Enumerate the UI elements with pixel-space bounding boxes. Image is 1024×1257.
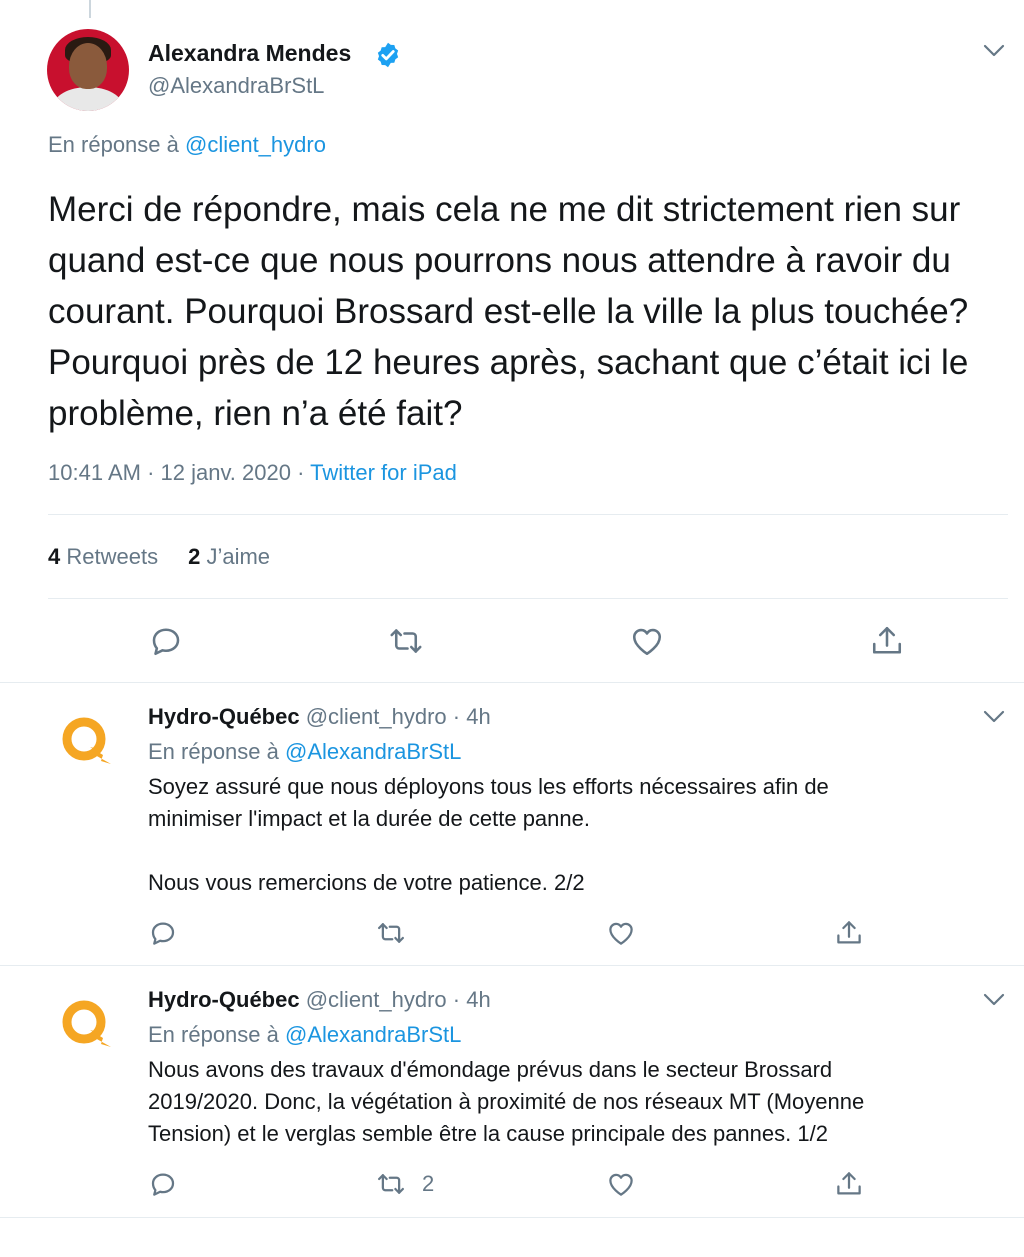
avatar[interactable] (50, 703, 126, 779)
avatar[interactable] (47, 29, 129, 111)
retweet-icon (388, 623, 424, 659)
chevron-down-icon[interactable] (983, 710, 1005, 724)
like-button[interactable] (606, 918, 636, 948)
tweet-meta (48, 460, 457, 486)
author-handle[interactable]: @AlexandraBrStL (148, 73, 325, 98)
reply-mention-link[interactable]: @AlexandraBrStL (284, 739, 462, 764)
reply-button[interactable] (148, 623, 184, 659)
reply-context (148, 739, 461, 765)
divider (48, 514, 1008, 515)
share-button[interactable] (834, 918, 864, 948)
retweet-button[interactable] (376, 1169, 406, 1199)
author-name[interactable]: Alexandra Mendes (148, 40, 352, 66)
reply-prefix: En réponse à (148, 1022, 285, 1047)
reply-context (48, 132, 326, 158)
verified-badge-icon (374, 41, 402, 69)
divider (48, 598, 1008, 599)
reply-mention-link[interactable]: @client_hydro (184, 132, 326, 157)
reply-tweet[interactable] (0, 683, 1024, 965)
chevron-down-icon[interactable] (983, 44, 1005, 58)
reply-prefix: En réponse à (48, 132, 185, 157)
reply-icon (148, 623, 184, 659)
tweet-text: Merci de répondre, mais cela ne me dit strictement rien sur quand est-ce que nous pourrons nous attendre à ravoir du courant. Pourquoi Brossard est-elle la ville la plus touchée? Pourquoi près de 12 heures après, sachant que c’était ici le problème, rien n’a été fait? (48, 190, 969, 433)
reply-handle-time: @client_hydro · 4h (299, 704, 491, 729)
reply-author[interactable] (148, 704, 491, 730)
reply-text-line: Soyez assuré que nous déployons tous les efforts nécessaires afin de (148, 774, 829, 799)
like-count: 2 (188, 544, 201, 569)
retweet-icon (376, 1169, 406, 1199)
reply-author[interactable] (148, 987, 491, 1013)
chevron-down-icon[interactable] (983, 993, 1005, 1007)
reply-icon (148, 1169, 178, 1199)
retweet-count: 2 (422, 1171, 435, 1196)
reply-handle-time: @client_hydro · 4h (299, 987, 491, 1012)
share-button[interactable] (869, 623, 905, 659)
retweets-stat[interactable] (48, 544, 158, 569)
reply-button[interactable] (148, 1169, 178, 1199)
like-icon (606, 1169, 636, 1199)
avatar-shoulders (53, 87, 123, 111)
reply-text-line: Nous avons des travaux d'émondage prévus dans le secteur Brossard (148, 1057, 833, 1082)
reply-context (148, 1022, 461, 1048)
retweet-button[interactable] (388, 623, 424, 659)
separator (0, 1217, 1024, 1218)
reply-prefix: En réponse à (148, 739, 285, 764)
timestamp[interactable]: 10:41 AM · 12 janv. 2020 · (48, 460, 311, 485)
reply-icon (148, 918, 178, 948)
hydro-quebec-logo-icon (50, 986, 126, 1062)
reply-text-line: 2019/2020. Donc, la végétation à proximité de nos réseaux MT (Moyenne (148, 1089, 865, 1114)
reply-text (148, 771, 948, 899)
share-icon (834, 918, 864, 948)
retweet-icon (376, 918, 406, 948)
reply-tweet[interactable] (0, 966, 1024, 1217)
tweet-stats (48, 544, 270, 570)
avatar-face (69, 43, 107, 89)
retweet-button[interactable] (376, 918, 406, 948)
reply-text-line: minimiser l'impact et la durée de cette panne. (148, 806, 590, 831)
reply-author-name: Hydro-Québec (148, 704, 300, 729)
likes-stat[interactable] (188, 544, 270, 569)
like-button[interactable] (629, 623, 665, 659)
like-icon (629, 623, 665, 659)
like-button[interactable] (606, 1169, 636, 1199)
share-icon (869, 623, 905, 659)
hydro-quebec-logo-icon (50, 703, 126, 779)
share-button[interactable] (834, 1169, 864, 1199)
source-link[interactable]: Twitter for iPad (310, 460, 457, 485)
like-icon (606, 918, 636, 948)
share-icon (834, 1169, 864, 1199)
reply-text (148, 1054, 948, 1150)
retweet-label: Retweets (60, 544, 159, 569)
like-label: J’aime (200, 544, 271, 569)
reply-mention-link[interactable]: @AlexandraBrStL (284, 1022, 462, 1047)
reply-text-line: Tension) et le verglas semble être la cause principale des pannes. 1/2 (148, 1121, 828, 1146)
avatar[interactable] (50, 986, 126, 1062)
retweet-count: 4 (48, 544, 61, 569)
reply-text-line: Nous vous remercions de votre patience. 2/2 (148, 870, 585, 895)
reply-author-name: Hydro-Québec (148, 987, 300, 1012)
reply-button[interactable] (148, 918, 178, 948)
